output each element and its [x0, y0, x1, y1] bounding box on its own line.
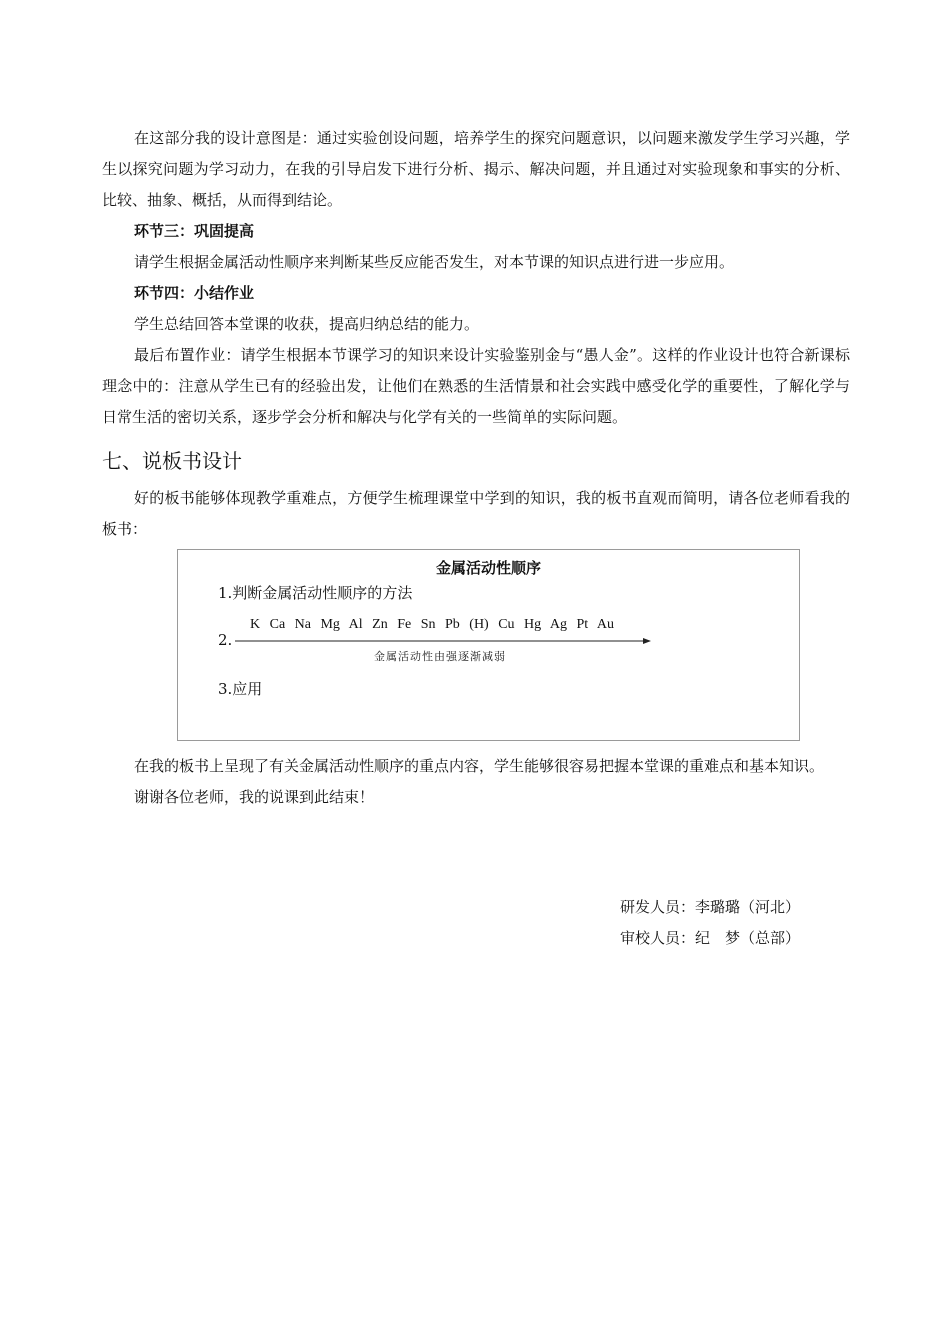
- paragraph-board-intro: 好的板书能够体现教学重难点，方便学生梳理课堂中学到的知识，我的板书直观而简明，请各位老师看我的板书：: [102, 489, 850, 538]
- heading-board-design: 七、说板书设计: [102, 449, 242, 473]
- credit-developer: 研发人员：李璐璐（河北）: [620, 898, 801, 916]
- board-item-3: 3.应用: [218, 680, 263, 698]
- paragraph-design-intent: 在这部分我的设计意图是：通过实验创设问题，培养学生的探究问题意识，以问题来激发学生学习兴趣，学生以探究问题为学习动力，在我的引导启发下进行分析、揭示、解决问题，并且通过对实验现象和事实的分析、比较、抽象、概括，从而得到结论。: [102, 129, 850, 209]
- metal-activity-series: K Ca Na Mg Al Zn Fe Sn Pb (H) Cu Hg Ag Pt Au: [250, 617, 615, 632]
- paragraph-board-summary: 在我的板书上呈现了有关金属活动性顺序的重点内容，学生能够很容易把握本堂课的重难点和基本知识。: [134, 757, 825, 775]
- arrow-caption: 金属活动性由强逐渐减弱: [374, 650, 506, 663]
- board-item-1: 1.判断金属活动性顺序的方法: [218, 584, 413, 602]
- arrow-right-icon: [235, 636, 651, 646]
- paragraph-homework: 最后布置作业：请学生根据本节课学习的知识来设计实验鉴别金与“愚人金”。这样的作业设计也符合新课标理念中的：注意从学生已有的经验出发，让他们在熟悉的生活情景和社会实践中感受化学的重要性，了解化学与日常生活的密切关系，逐步学会分析和解决与化学有关的一些简单的实际问题。: [102, 346, 850, 426]
- section-3-text: 请学生根据金属活动性顺序来判断某些反应能否发生，对本节课的知识点进行进一步应用。: [134, 253, 735, 271]
- credit-reviewer: 审校人员：纪 梦（总部）: [620, 929, 801, 947]
- board-item-2-label: 2.: [218, 631, 233, 649]
- section-4-title: 环节四：小结作业: [134, 284, 255, 302]
- board-title: 金属活动性顺序: [435, 559, 541, 577]
- document-page: [102, 123, 850, 947]
- section-3-title: 环节三：巩固提高: [134, 222, 255, 240]
- blackboard-figure: [177, 549, 800, 741]
- section-4-text: 学生总结回答本堂课的收获，提高归纳总结的能力。: [134, 315, 480, 333]
- paragraph-thanks: 谢谢各位老师，我的说课到此结束！: [134, 788, 375, 806]
